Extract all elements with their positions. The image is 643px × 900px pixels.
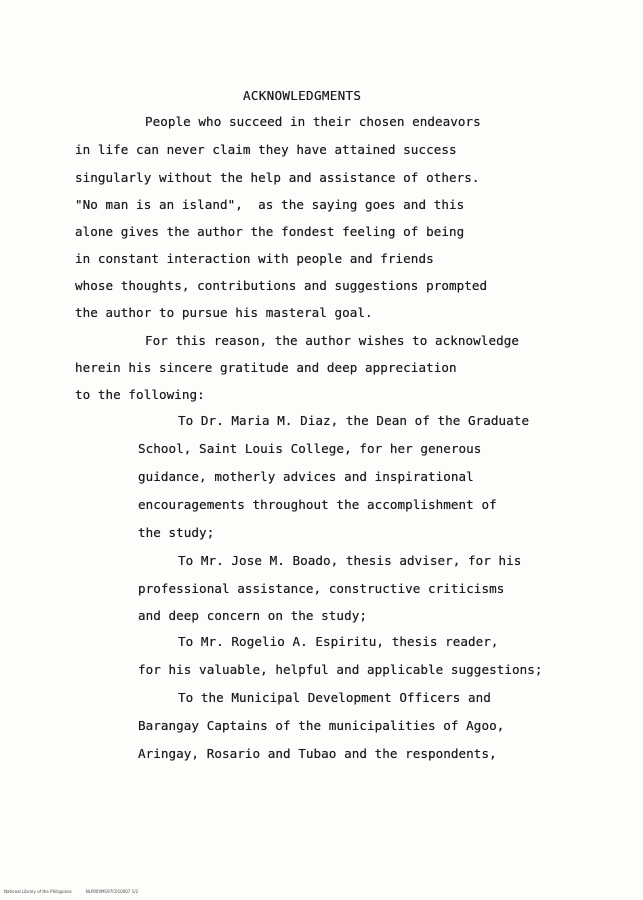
text-line: guidance, motherly advices and inspirational bbox=[138, 469, 474, 484]
text-line: To Mr. Rogelio A. Espiritu, thesis reader, bbox=[178, 634, 499, 649]
text-line: whose thoughts, contributions and suggestions prompted bbox=[75, 278, 488, 293]
text-line: encouragements throughout the accomplishment of bbox=[138, 497, 497, 512]
text-line: for his valuable, helpful and applicable suggestions; bbox=[138, 662, 543, 677]
text-line: and deep concern on the study; bbox=[138, 608, 367, 623]
text-line: singularly without the help and assistance of others. bbox=[75, 170, 480, 185]
page-title: ACKNOWLEDGMENTS bbox=[243, 88, 362, 103]
text-line: To Dr. Maria M. Diaz, the Dean of the Graduate bbox=[178, 413, 530, 428]
text-line: alone gives the author the fondest feeling of being bbox=[75, 224, 465, 239]
footer-code: NLP00VM197C010007 1/2 bbox=[85, 889, 139, 894]
text-line: the study; bbox=[138, 525, 215, 540]
text-line: School, Saint Louis College, for her generous bbox=[138, 441, 482, 456]
text-line: Aringay, Rosario and Tubao and the respondents, bbox=[138, 746, 497, 761]
text-line: People who succeed in their chosen endeavors bbox=[145, 114, 481, 129]
text-line: in constant interaction with people and friends bbox=[75, 251, 434, 266]
text-line: "No man is an island", as the saying goes and this bbox=[75, 197, 465, 212]
text-line: For this reason, the author wishes to acknowledge bbox=[145, 333, 519, 348]
text-line: to the following: bbox=[75, 387, 205, 402]
footer-library: National Library of the Philippines bbox=[4, 889, 72, 894]
text-line: To Mr. Jose M. Boado, thesis adviser, for his bbox=[178, 553, 522, 568]
text-line: To the Municipal Development Officers and bbox=[178, 690, 491, 705]
text-line: in life can never claim they have attained success bbox=[75, 142, 457, 157]
text-line: professional assistance, constructive criticisms bbox=[138, 581, 505, 596]
text-line: the author to pursue his masteral goal. bbox=[75, 305, 373, 320]
text-line: Barangay Captains of the municipalities of Agoo, bbox=[138, 718, 505, 733]
scan-footer bbox=[4, 889, 152, 894]
text-line: herein his sincere gratitude and deep appreciation bbox=[75, 360, 457, 375]
